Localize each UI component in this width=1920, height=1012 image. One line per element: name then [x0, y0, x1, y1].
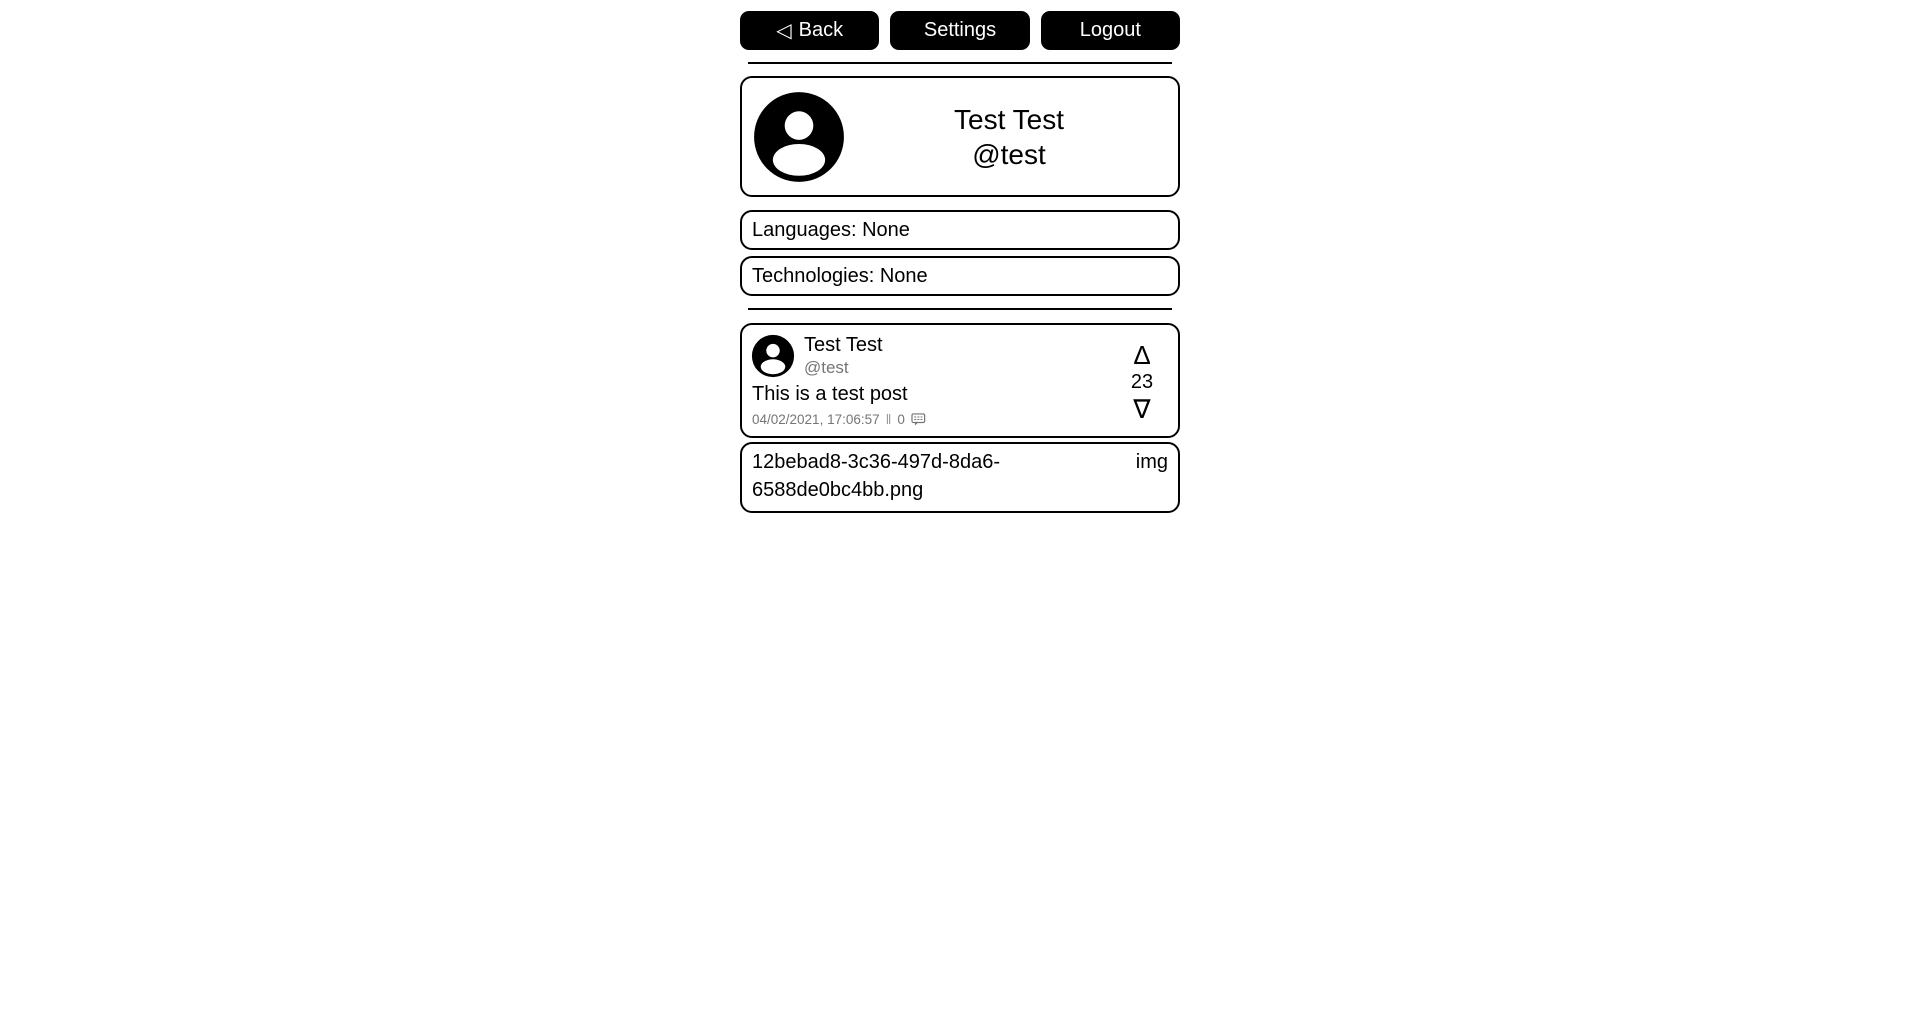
post-author-handle: @test — [804, 358, 849, 377]
logout-button[interactable] — [1041, 11, 1180, 50]
post-author — [804, 333, 883, 379]
profile-avatar-icon — [750, 88, 848, 186]
post-header — [750, 333, 1122, 379]
meta-separator: ‖ — [885, 411, 892, 427]
post-meta — [752, 411, 1122, 427]
logout-button-label: Logout — [1079, 19, 1141, 41]
post-author-avatar-icon — [750, 333, 796, 379]
attachment-row[interactable] — [740, 442, 1180, 513]
vote-column — [1122, 333, 1168, 430]
languages-box — [740, 210, 1180, 250]
post-timestamp: 04/02/2021, 17:06:57 — [752, 411, 880, 427]
back-button-label: Back — [798, 19, 844, 41]
languages-label: Languages: None — [752, 218, 910, 241]
attachment-filename: 12bebad8-3c36-497d-8da6-6588de0bc4bb.png — [752, 451, 1000, 501]
post-card — [740, 323, 1180, 438]
toolbar — [740, 11, 1180, 50]
vote-count: 23 — [1130, 370, 1154, 393]
attachment-type-label: img — [1135, 451, 1168, 473]
post-body-text: This is a test post — [752, 383, 908, 405]
post-author-name: Test Test — [804, 334, 883, 356]
comment-bubble-icon — [911, 413, 926, 426]
profile-page-column — [740, 0, 1180, 513]
profile-handle: @test — [972, 138, 1046, 170]
comment-count: 0 — [897, 411, 905, 427]
technologies-box — [740, 256, 1180, 296]
profile-names — [848, 102, 1170, 172]
settings-button[interactable] — [890, 11, 1029, 50]
divider-top — [748, 62, 1172, 64]
back-arrow-icon: ◁ — [776, 20, 792, 42]
profile-name: Test Test — [954, 103, 1064, 135]
post-content — [750, 333, 1122, 430]
settings-button-label: Settings — [923, 19, 997, 41]
upvote-button[interactable]: Δ — [1133, 339, 1151, 370]
profile-card — [740, 76, 1180, 197]
back-button[interactable] — [740, 11, 879, 50]
downvote-button[interactable]: ∇ — [1133, 393, 1151, 424]
divider-posts — [748, 308, 1172, 310]
technologies-label: Technologies: None — [752, 264, 928, 287]
